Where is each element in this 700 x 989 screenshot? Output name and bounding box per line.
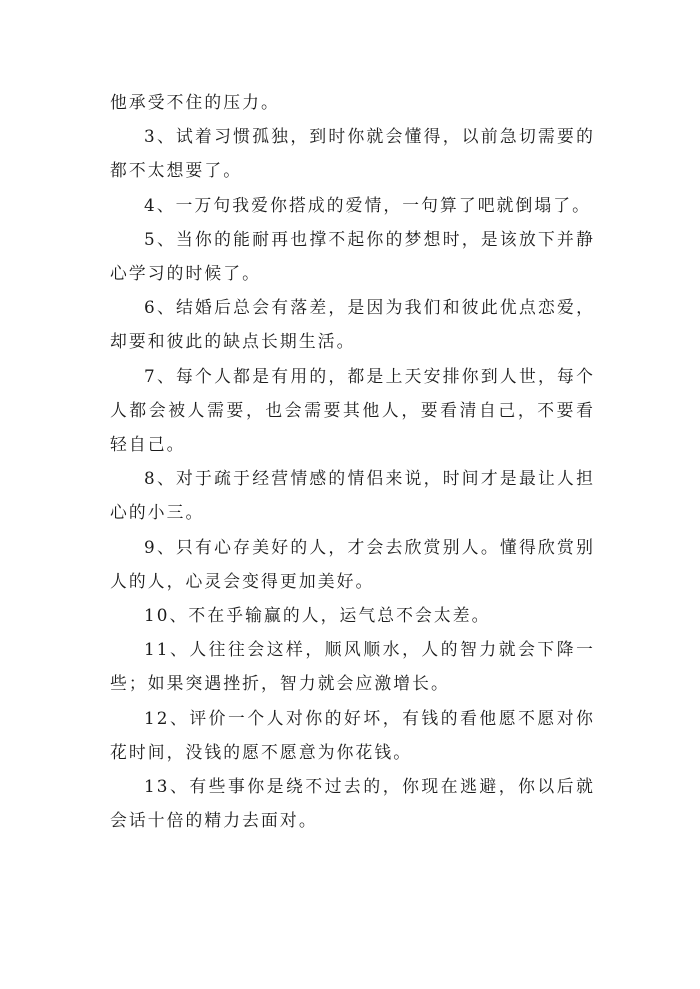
body-text (110, 85, 595, 837)
paragraph-item-8: 8、对于疏于经营情感的情侣来说，时间才是最让人担心的小三。 (110, 468, 595, 523)
paragraph-item-7: 7、每个人都是有用的，都是上天安排你到人世，每个人都会被人需要，也会需要其他人，要看清自己，不要看轻自己。 (110, 365, 595, 455)
paragraph-continuation: 他承受不住的压力。 (110, 92, 280, 112)
paragraph-item-9: 9、只有心存美好的人，才会去欣赏别人。懂得欣赏别人的人，心灵会变得更加美好。 (110, 536, 595, 591)
paragraph-item-13: 13、有些事你是绕不过去的，你现在逃避，你以后就会话十倍的精力去面对。 (110, 776, 595, 831)
paragraph-item-11: 11、人往往会这样，顺风顺水，人的智力就会下降一些；如果突遇挫折，智力就会应激增长。 (110, 639, 595, 694)
paragraph-item-6: 6、结婚后总会有落差，是因为我们和彼此优点恋爱，却要和彼此的缺点长期生活。 (110, 297, 595, 352)
paragraph-item-3: 3、试着习惯孤独，到时你就会懂得，以前急切需要的都不太想要了。 (110, 126, 595, 181)
paragraph-item-5: 5、当你的能耐再也撑不起你的梦想时，是该放下并静心学习的时候了。 (110, 228, 595, 284)
paragraph-item-10: 10、不在乎输赢的人，运气总不会太差。 (144, 605, 491, 626)
paragraph-item-12: 12、评价一个人对你的好坏，有钱的看他愿不愿对你花时间，没钱的愿不愿意为你花钱。 (110, 707, 595, 762)
paragraph-item-4: 4、一万句我爱你搭成的爱情，一句算了吧就倒塌了。 (144, 194, 592, 215)
